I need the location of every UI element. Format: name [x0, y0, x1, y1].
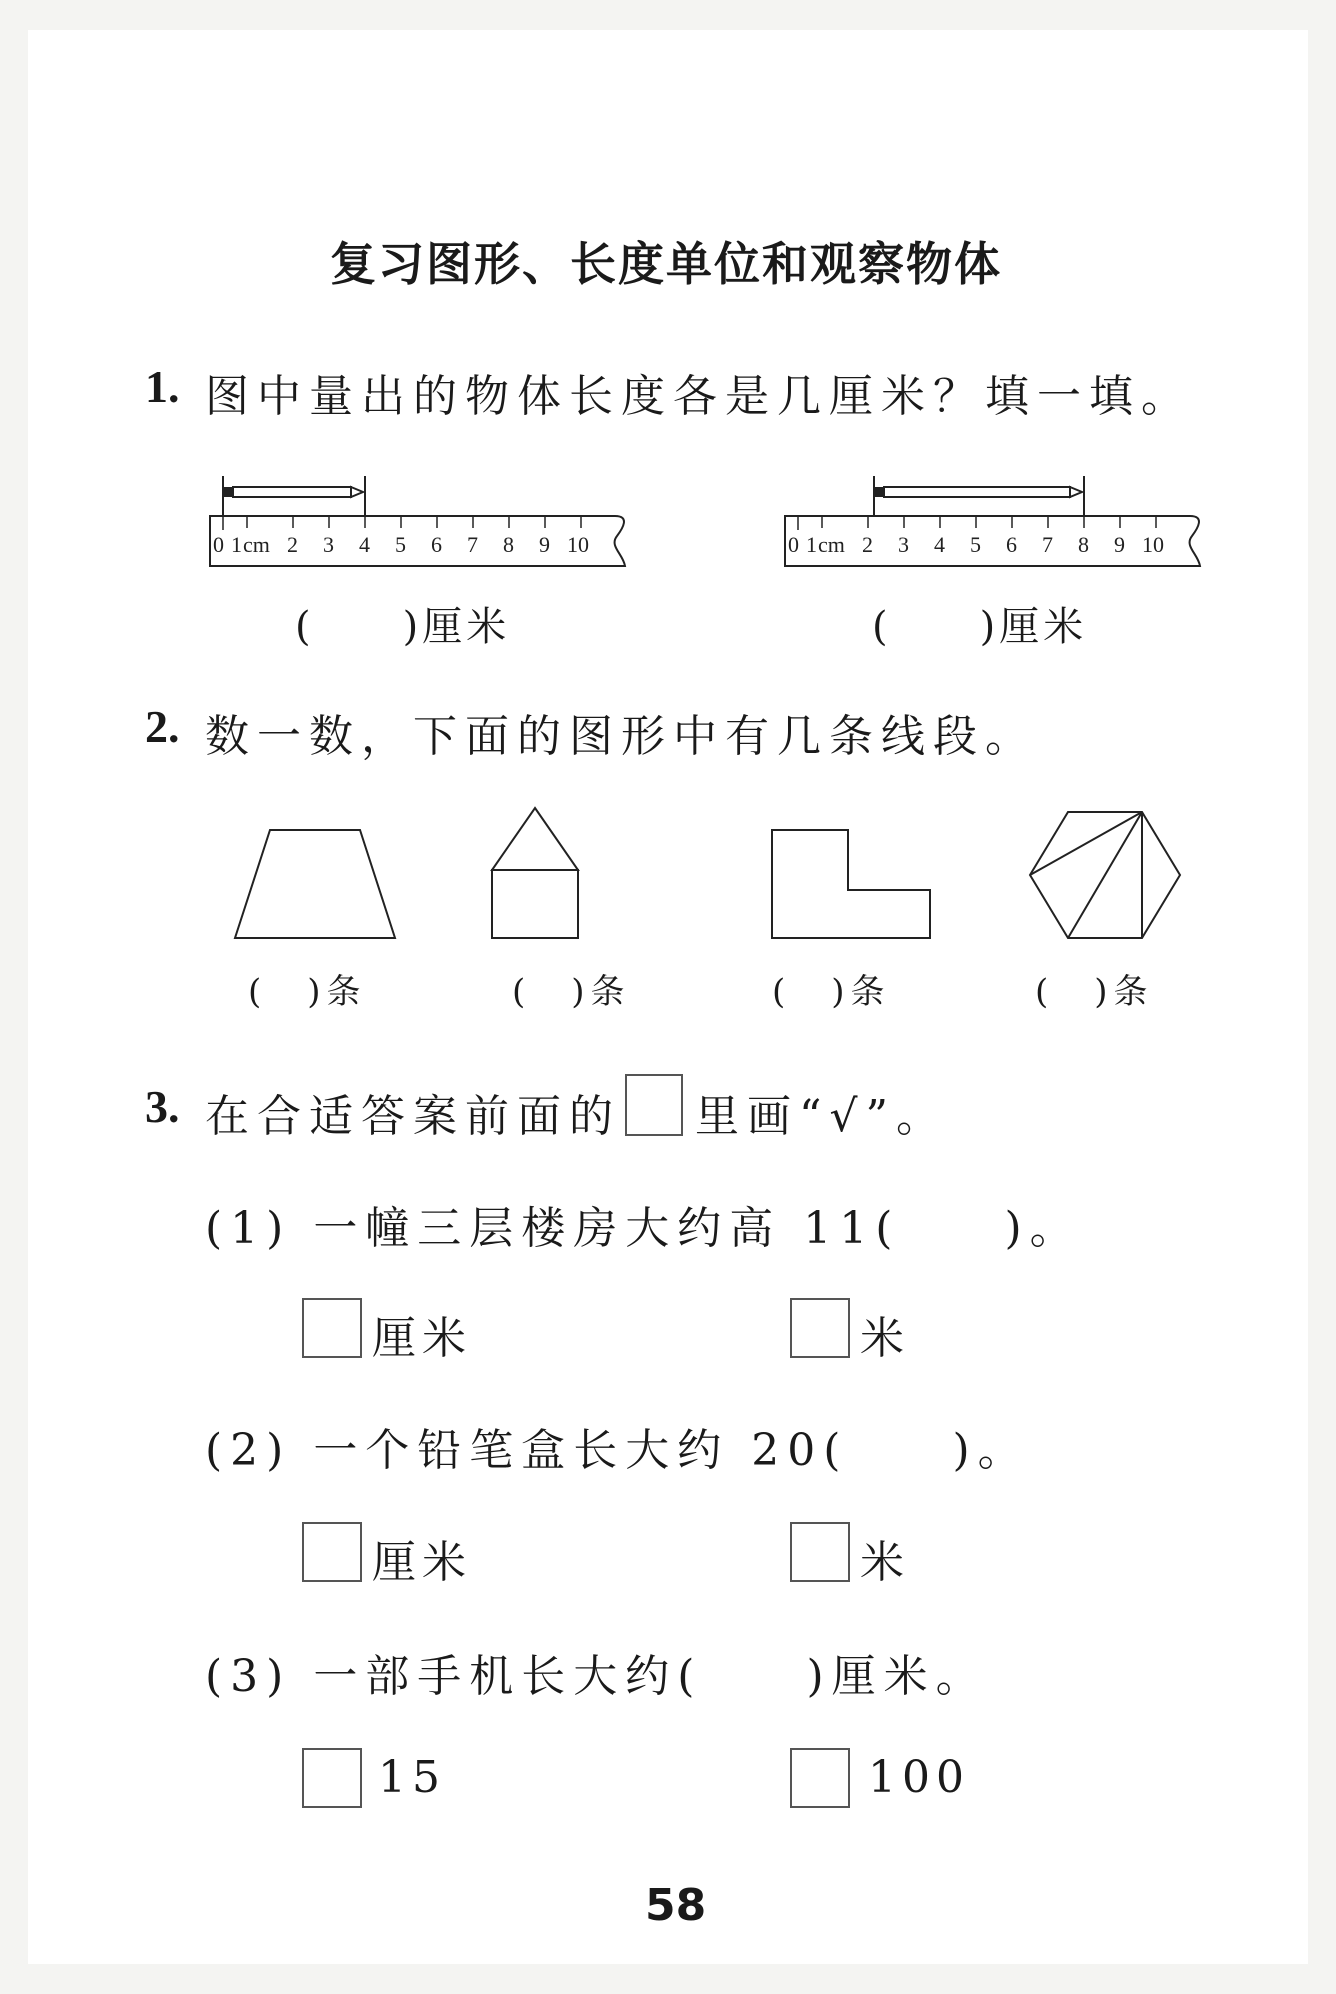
page-title: 复习图形、长度单位和观察物体 — [330, 237, 1002, 291]
q3-item3-prompt: (3) 一部手机长大约( )厘米。 — [205, 1651, 988, 1702]
q3-number: 3. — [145, 1081, 180, 1132]
ruler-left — [205, 470, 645, 580]
q2-answer-l-shape[interactable]: ( )条 — [772, 972, 891, 1012]
ruler-label: 8 — [503, 532, 514, 557]
q3-item1-checkbox-b[interactable] — [790, 1298, 850, 1358]
ruler-label: 5 — [395, 532, 406, 557]
ruler-label: 9 — [1114, 532, 1125, 557]
q3-item3-option-a: 15 — [378, 1752, 446, 1803]
q3-item3-option-b: 100 — [868, 1752, 970, 1803]
trapezoid-shape — [235, 830, 395, 938]
ruler-label: 9 — [539, 532, 550, 557]
house-shape — [492, 808, 578, 938]
q2-number: 2. — [145, 701, 180, 752]
q3-inline-box — [625, 1074, 683, 1136]
ruler-label: 6 — [431, 532, 442, 557]
q3-item1-prompt: (1) 一幢三层楼房大约高 11( )。 — [205, 1203, 1082, 1254]
q3-text-after: 里画“√”。 — [695, 1091, 949, 1142]
q1-answer-left[interactable]: ( )厘米 — [295, 604, 511, 650]
q2-text: 数一数，下面的图形中有几条线段。 — [205, 711, 1037, 762]
q3-item3-checkbox-a[interactable] — [302, 1748, 362, 1808]
ruler-label: 4 — [359, 532, 370, 557]
q3-item2-checkbox-a[interactable] — [302, 1522, 362, 1582]
ruler-label: 5 — [970, 532, 981, 557]
ruler-label: 4 — [934, 532, 945, 557]
pencil-right — [874, 476, 1084, 516]
ruler-label: 8 — [1078, 532, 1089, 557]
ruler-label: 2 — [862, 532, 873, 557]
ruler-label: 2 — [287, 532, 298, 557]
ruler-label: cm — [818, 532, 845, 557]
hexagon-shape — [1030, 812, 1180, 938]
q3-item3-checkbox-b[interactable] — [790, 1748, 850, 1808]
q2-answer-trapezoid[interactable]: ( )条 — [248, 972, 367, 1012]
q3-item1-checkbox-a[interactable] — [302, 1298, 362, 1358]
q3-item2-checkbox-b[interactable] — [790, 1522, 850, 1582]
q3-item1-option-b: 米 — [860, 1313, 910, 1364]
shapes-row — [220, 800, 1200, 960]
ruler-right — [780, 470, 1220, 580]
q2-answer-house[interactable]: ( )条 — [512, 972, 631, 1012]
q1-answer-right[interactable]: ( )厘米 — [872, 604, 1088, 650]
q3-text-before: 在合适答案前面的 — [205, 1091, 621, 1142]
q3-item2-option-a: 厘米 — [372, 1537, 472, 1588]
ruler-label: 3 — [323, 532, 334, 557]
ruler-label: 7 — [467, 532, 478, 557]
pencil-left — [223, 476, 365, 516]
q2-answer-hexagon[interactable]: ( )条 — [1035, 972, 1154, 1012]
ruler-label: 3 — [898, 532, 909, 557]
ruler-label: 10 — [1142, 532, 1164, 557]
ruler-label: cm — [243, 532, 270, 557]
q1-number: 1. — [145, 361, 180, 412]
ruler-label: 7 — [1042, 532, 1053, 557]
q3-item2-option-b: 米 — [860, 1537, 910, 1588]
ruler-label: 1 — [806, 532, 817, 557]
l-shape — [772, 830, 930, 938]
q3-item2-prompt: (2) 一个铅笔盒长大约 20( )。 — [205, 1425, 1030, 1476]
q1-text: 图中量出的物体长度各是几厘米？填一填。 — [205, 371, 1193, 422]
ruler-label: 1 — [231, 532, 242, 557]
ruler-label: 0 — [213, 532, 224, 557]
page-number: 58 — [645, 1880, 707, 1931]
ruler-label: 0 — [788, 532, 799, 557]
ruler-label: 10 — [567, 532, 589, 557]
q3-item1-option-a: 厘米 — [372, 1313, 472, 1364]
ruler-label: 6 — [1006, 532, 1017, 557]
